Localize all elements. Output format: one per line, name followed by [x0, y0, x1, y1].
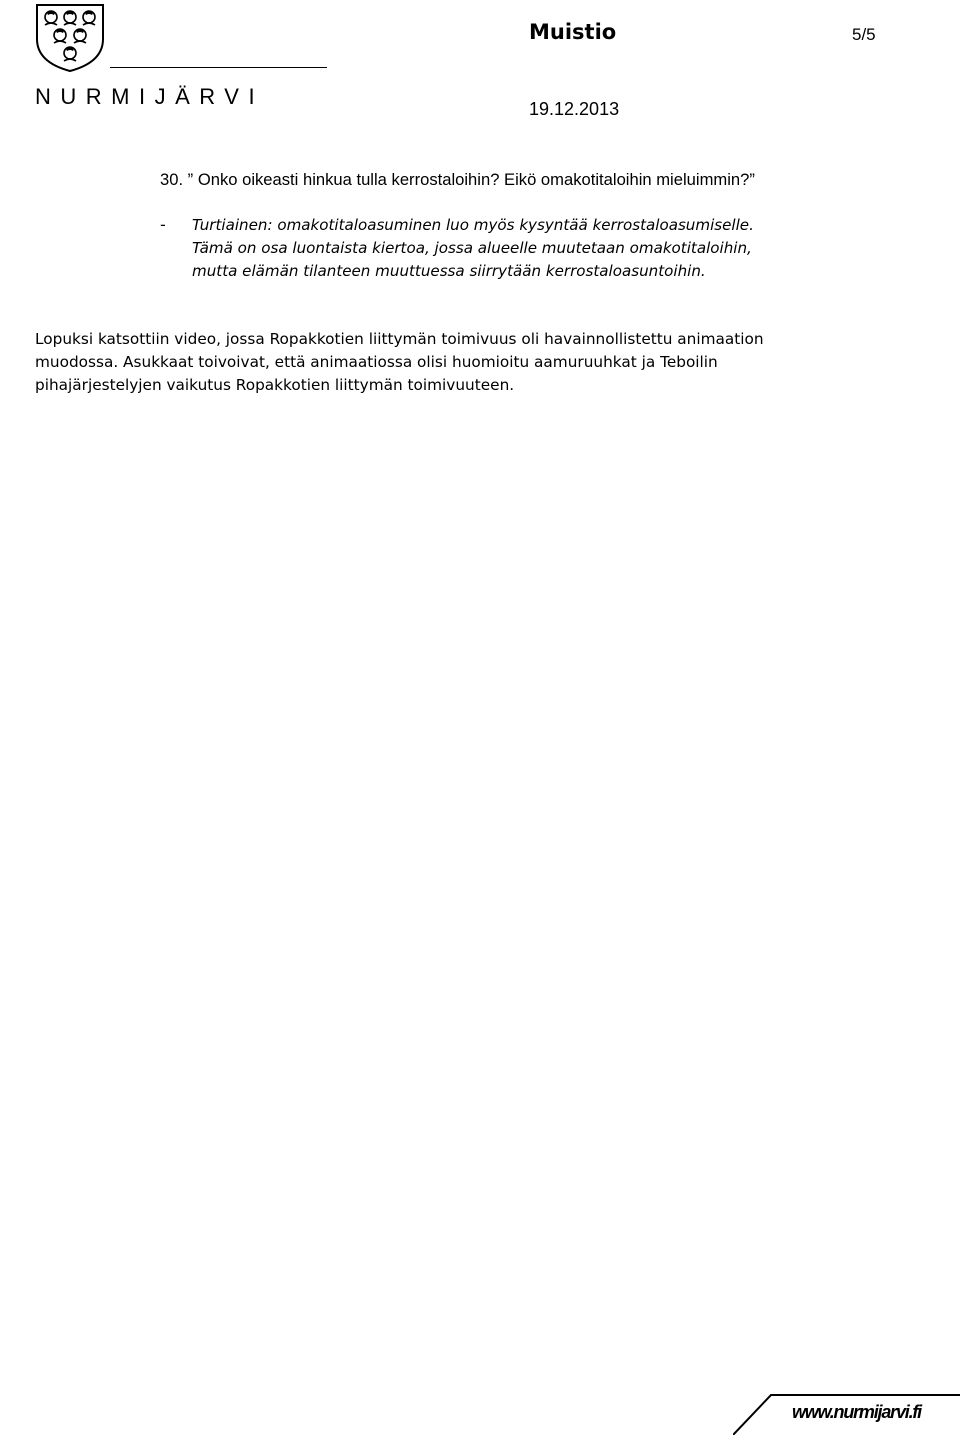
municipality-wordmark: NURMIJÄRVI [35, 84, 265, 109]
closing-paragraph-line: Lopuksi katsottiin video, jossa Ropakkotien liittymän toimivuus oli havainnollistettu animaation [35, 330, 764, 348]
question-item: 30. ” Onko oikeasti hinkua tulla kerrostaloihin? Eikö omakotitaloihin mieluimmin?” [160, 170, 755, 189]
header-divider [110, 67, 327, 68]
footer-website-link[interactable]: www.nurmijarvi.fi [792, 1402, 921, 1422]
closing-paragraph-line: pihajärjestelyjen vaikutus Ropakkotien liittymän toimivuuteen. [35, 376, 515, 394]
answer-line: mutta elämän tilanteen muuttuessa siirrytään kerrostaloasuntoihin. [192, 262, 706, 280]
answer-line: Turtiainen: omakotitaloasuminen luo myös kysyntää kerrostaloasumiselle. [192, 216, 754, 234]
page-number: 5/5 [852, 25, 876, 44]
answer-line: Tämä on osa luontaista kiertoa, jossa alueelle muutetaan omakotitaloihin, [192, 239, 752, 257]
coat-of-arms-logo [33, 3, 107, 73]
document-type-title: Muistio [529, 20, 617, 44]
document-date: 19.12.2013 [529, 99, 620, 119]
closing-paragraph-line: muodossa. Asukkaat toivoivat, että animaatiossa olisi huomioitu aamuruuhkat ja Teboilin [35, 353, 718, 371]
bullet-marker: - [160, 215, 166, 234]
